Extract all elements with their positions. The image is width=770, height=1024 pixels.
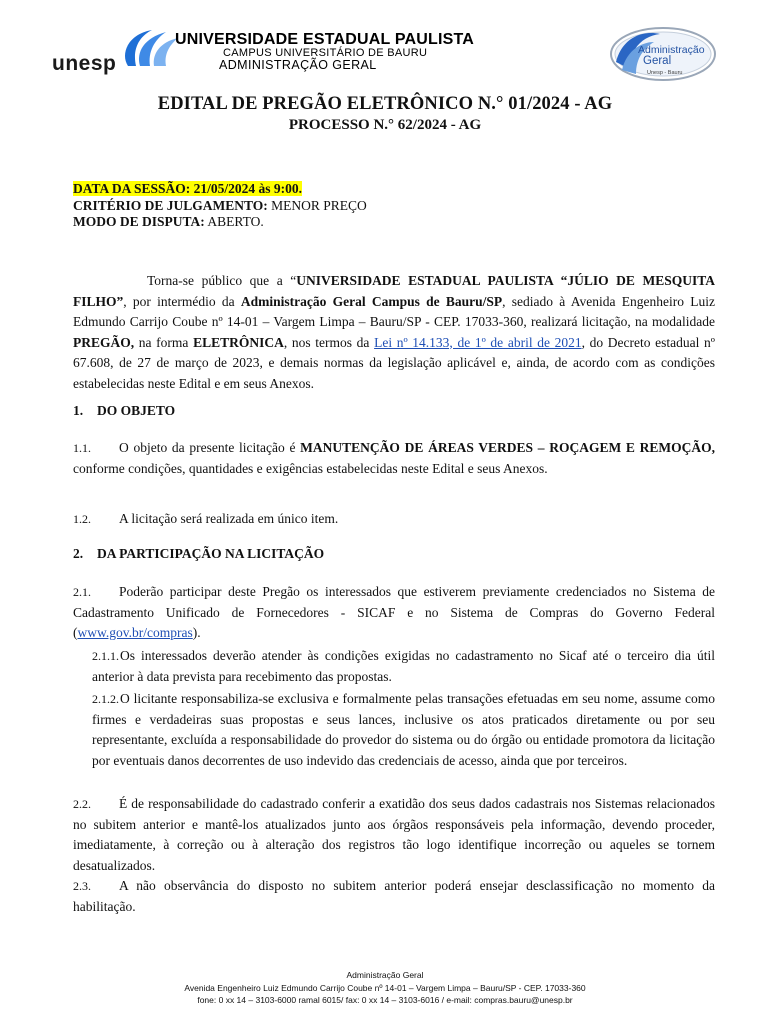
paragraph-2-1 (73, 582, 715, 644)
administracao-geral-logo (608, 24, 718, 82)
intro-text-2: , por intermédio da (123, 293, 241, 309)
compras-link[interactable]: www.gov.br/compras (77, 625, 193, 640)
paragraph-2-1-1-number: 2.1.1. (92, 649, 119, 663)
paragraph-2-1-1-text: Os interessados deverão atender às condições exigidas no cadastramento no Sicaf até o terceiro dia útil anterior à data prevista para recebimento das propostas. (92, 648, 715, 684)
campus-name: CAMPUS UNIVERSITÁRIO DE BAURU (223, 47, 428, 59)
criterion-label: CRITÉRIO DE JULGAMENTO: (73, 197, 268, 213)
admin-logo-line1: Administração (638, 44, 705, 56)
paragraph-1-2-text: A licitação será realizada em único item. (119, 511, 339, 526)
intro-text-6: , do Decreto estadual nº 67.608, de 27 de março de 2023, e demais normas da legislação aplicável e, ainda, de acordo com as condições estabelecidas neste Edital e em seus Anexos. (73, 334, 715, 391)
paragraph-2-1-1 (92, 646, 715, 687)
intro-text-3: , sediado à Avenida Engenheiro Luiz Edmundo Carrijo Coube nº 14-01 – Vargem Limpa – Bauru/SP - CEP. 17033-360, realizará licitação, na modalidade (73, 293, 715, 329)
paragraph-2-3-number: 2.3. (73, 879, 91, 893)
paragraph-2-1-2-number: 2.1.2. (92, 692, 119, 706)
footer-address: Avenida Engenheiro Luiz Edmundo Carrijo Coube nº 14-01 – Vargem Limpa – Bauru/SP - CEP. 17033-360 (184, 982, 586, 993)
mode-value: ABERTO. (204, 214, 264, 229)
session-date: DATA DA SESSÃO: 21/05/2024 às 9:00. (73, 181, 303, 196)
paragraph-2-2 (73, 794, 715, 876)
section-2-title: DA PARTICIPAÇÃO NA LICITAÇÃO (97, 546, 325, 561)
intro-paragraph (73, 271, 715, 394)
unesp-wordmark: unesp (52, 52, 117, 75)
paragraph-2-1-end: ). (192, 625, 201, 640)
footer-org: Administração Geral (346, 970, 424, 980)
admin-logo-line3: Unesp - Bauru (647, 70, 683, 76)
paragraph-2-1-2-text: O licitante responsabiliza-se exclusiva e formalmente pelas transações efetuadas em seu nome, assume como firmes e verdadeiras suas propostas e seus lances, inclusive os atos praticados diretamente ou por seu representante, excluída a responsabilidade do provedor do sistema ou do órgão ou entidade promotora da licitação por eventuais danos decorrentes de uso indevido das credenciais de acesso, ainda que por terceiros. (92, 691, 715, 768)
intro-admin: Administração Geral Campus de Bauru/SP (240, 293, 503, 309)
process-number: PROCESSO N.° 62/2024 - AG (288, 117, 482, 133)
paragraph-1-1-number: 1.1. (73, 441, 91, 455)
paragraph-2-1-text: Poderão participar deste Pregão os interessados que estiverem previamente credenciados no Sistema de Cadastramento Unificado de Fornecedores - SICAF e no Sistema de Compras do Governo Federal ( (73, 584, 715, 640)
section-2-heading (73, 546, 324, 562)
session-info (73, 181, 367, 231)
paragraph-2-1-2 (92, 689, 715, 771)
intro-university: UNIVERSIDADE ESTADUAL PAULISTA “JÚLIO DE MESQUITA FILHO” (73, 273, 715, 309)
unesp-globe-icon (118, 26, 182, 70)
paragraph-1-2-number: 1.2. (73, 512, 91, 526)
paragraph-1-1-object: MANUTENÇÃO DE ÁREAS VERDES – ROÇAGEM E REMOÇÃO, (300, 440, 715, 455)
page-footer (0, 969, 770, 1007)
admin-name: ADMINISTRAÇÃO GERAL (219, 58, 377, 72)
section-1-heading (73, 403, 175, 419)
intro-text-4: na forma (134, 334, 194, 350)
university-name: UNIVERSIDADE ESTADUAL PAULISTA (175, 31, 475, 48)
paragraph-1-1-text-2: conforme condições, quantidades e exigências estabelecidas neste Edital e seus Anexos. (73, 460, 548, 476)
mode-label: MODO DE DISPUTA: (73, 214, 205, 229)
law-link[interactable]: Lei nº 14.133, de 1º de abril de 2021 (374, 334, 582, 350)
paragraph-1-2 (73, 509, 715, 530)
paragraph-2-2-number: 2.2. (73, 797, 91, 811)
section-1-title: DO OBJETO (97, 403, 176, 418)
intro-modality: PREGÃO, (73, 334, 135, 350)
footer-contact: fone: 0 xx 14 – 3103-6000 ramal 6015/ fax: 0 xx 14 – 3103-6016 / e-mail: compras.bauru@unesp.br (197, 995, 573, 1005)
section-2-number: 2. (73, 546, 84, 561)
section-1-number: 1. (73, 403, 84, 418)
intro-text-5: , nos termos da (283, 334, 375, 350)
intro-form: ELETRÔNICA (193, 334, 284, 350)
header-text (175, 31, 474, 71)
paragraph-2-1-number: 2.1. (73, 585, 91, 599)
intro-text-1: Torna-se público que a “ (147, 273, 297, 288)
paragraph-2-3 (73, 876, 715, 917)
document-title: EDITAL DE PREGÃO ELETRÔNICO N.° 01/2024 - AG (157, 94, 613, 114)
paragraph-2-3-text: A não observância do disposto no subitem anterior poderá ensejar desclassificação no momento da habilitação. (73, 878, 715, 914)
criterion-value: MENOR PREÇO (267, 197, 367, 213)
paragraph-1-1 (73, 438, 715, 479)
unesp-logo (50, 24, 180, 80)
admin-logo-line2: Geral (643, 55, 672, 67)
paragraph-1-1-text-1: O objeto da presente licitação é (119, 440, 301, 455)
paragraph-2-2-text: É de responsabilidade do cadastrado conferir a exatidão dos seus dados cadastrais nos Sistemas relacionados no subitem anterior e mantê-los atualizados junto aos órgãos responsáveis pela informação, devendo proceder, imediatamente, à correção ou à alteração dos registros tão logo identifique incorreção ou aqueles se tornem desatualizados. (73, 796, 715, 873)
